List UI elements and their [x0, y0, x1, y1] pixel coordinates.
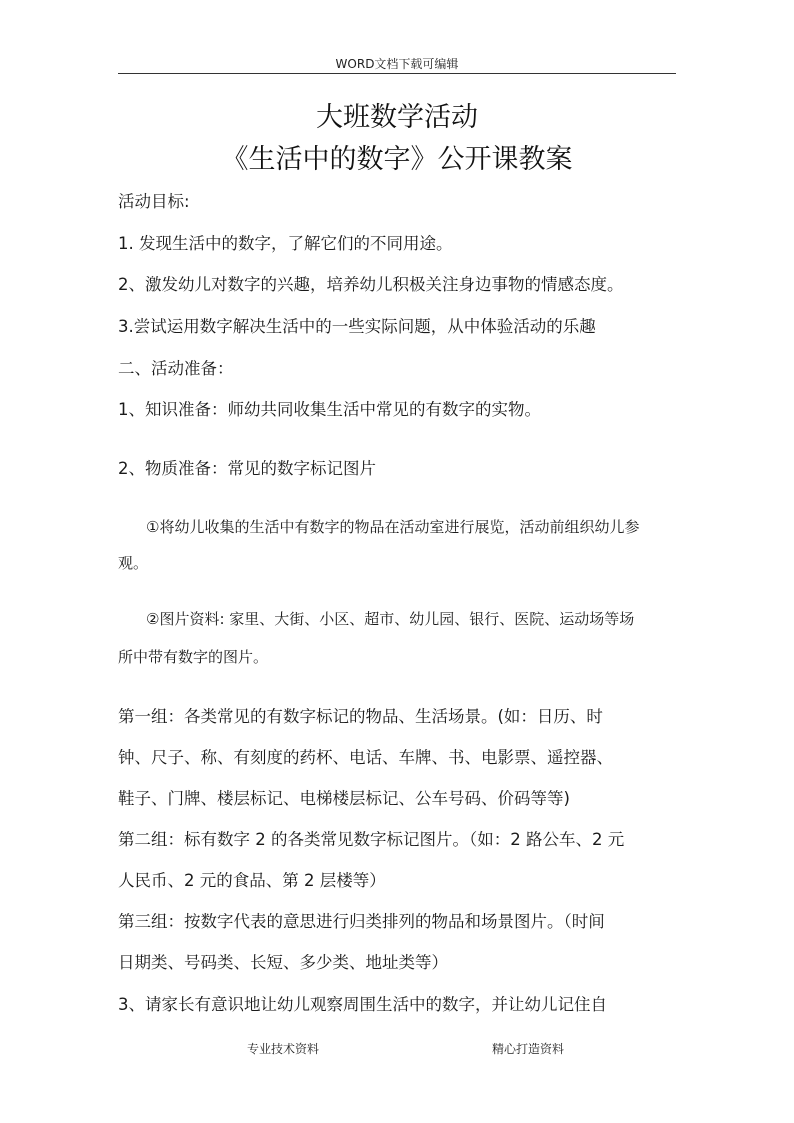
paragraph-exhibition: ①将幼儿收集的生活中有数字的物品在活动室进行展览，活动前组织幼儿参 — [146, 518, 640, 536]
section-preparation-heading: 二、活动准备： — [118, 359, 234, 378]
prep-item-materials: 2、物质准备：常见的数字标记图片 — [118, 459, 376, 478]
goal-item-3: 3.尝试运用数字解决生活中的一些实际问题，从中体验活动的乐趣 — [118, 317, 596, 336]
footer-right: 精心打造资料 — [492, 1042, 565, 1056]
paragraph-pictures-cont: 所中带有数字的图片。 — [118, 648, 269, 666]
paragraph-pictures: ②图片资料: 家里、大街、小区、超市、幼儿园、银行、医院、运动场等场 — [146, 610, 635, 628]
document-subtitle: 《生活中的数字》公开课教案 — [221, 144, 573, 175]
group-3-line-1: 第三组：按数字代表的意思进行归类排列的物品和场景图片。（时间 — [118, 912, 605, 931]
page-header: WORD文档下载可编辑 — [335, 57, 459, 71]
prep-item-knowledge: 1、知识准备：师幼共同收集生活中常见的有数字的实物。 — [118, 400, 541, 419]
header-rule — [118, 73, 676, 74]
goal-item-2: 2、激发幼儿对数字的兴趣，培养幼儿积极关注身边事物的情感态度。 — [118, 275, 624, 294]
group-1-line-2: 钟、尺子、称、有刻度的药杯、电话、车牌、书、电影票、遥控器、 — [118, 748, 613, 767]
paragraph-exhibition-cont: 观。 — [118, 554, 149, 572]
group-1-line-3: 鞋子、门牌、楼层标记、电梯楼层标记、公车号码、价码等等) — [118, 789, 570, 808]
group-2-line-2: 人民币、2 元的食品、第 2 层楼等） — [118, 871, 386, 890]
group-3-line-2: 日期类、号码类、长短、多少类、地址类等） — [118, 953, 448, 972]
section-goals-heading: 活动目标: — [118, 192, 190, 211]
goal-item-1: 1. 发现生活中的数字，了解它们的不同用途。 — [118, 234, 453, 253]
footer-left: 专业技术资料 — [247, 1042, 320, 1056]
group-2-line-1: 第二组：标有数字 2 的各类常见数字标记图片。（如：2 路公车、2 元 — [118, 830, 625, 849]
prep-item-parents: 3、请家长有意识地让幼儿观察周围生活中的数字，并让幼儿记住自 — [118, 995, 607, 1014]
group-1-line-1: 第一组：各类常见的有数字标记的物品、生活场景。(如：日历、时 — [118, 707, 603, 726]
document-title: 大班数学活动 — [316, 102, 478, 133]
